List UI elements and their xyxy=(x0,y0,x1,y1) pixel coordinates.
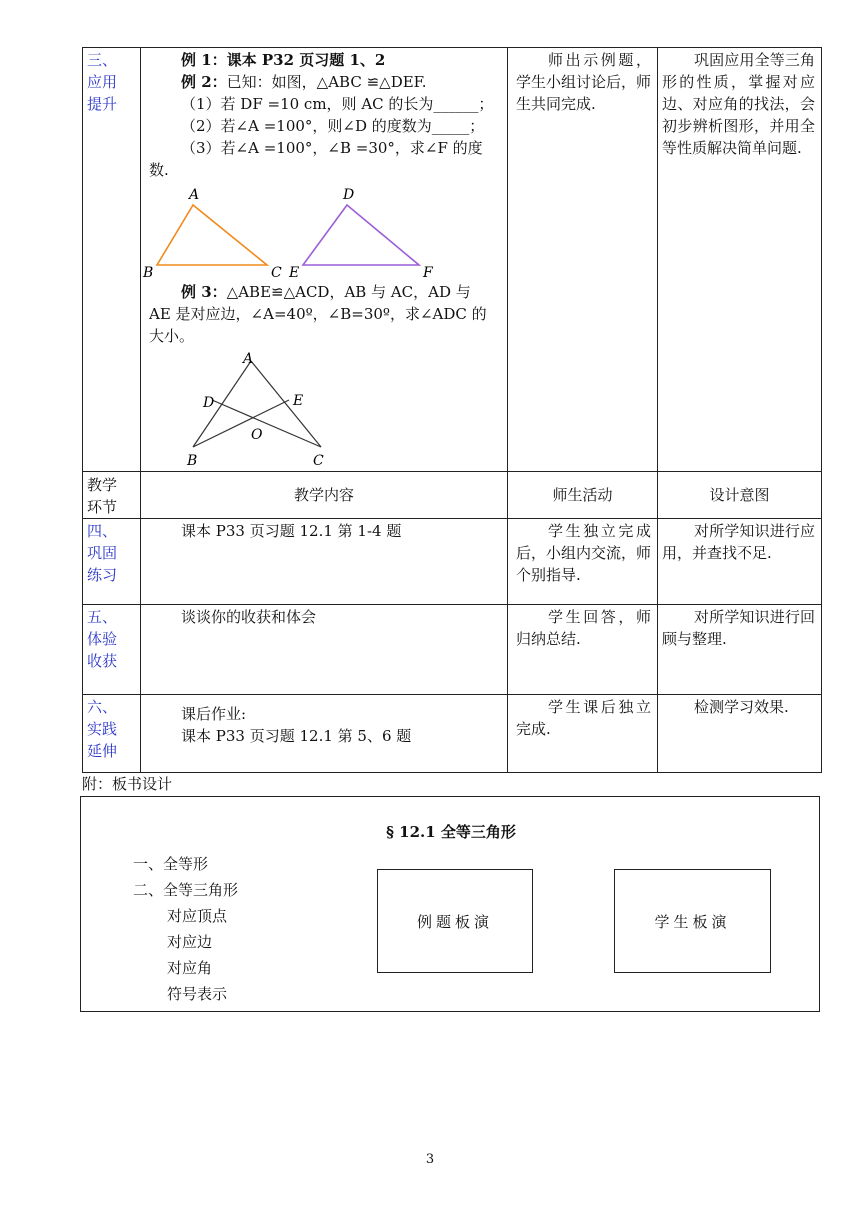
board-outline-4: 对应边 xyxy=(167,933,213,951)
student-board-box: 学生板演 xyxy=(614,869,771,973)
example-1: 例 1：课本 P32 页习题 1、2 xyxy=(181,51,386,69)
table-row-reflect xyxy=(83,605,822,695)
triangle-abc xyxy=(157,205,267,265)
label-b: B xyxy=(143,265,154,281)
triangles-abe-acd-figure xyxy=(179,351,349,471)
board-outline-3: 对应顶点 xyxy=(167,907,228,925)
stage-cell-apply: 三、 应用 提升 xyxy=(83,48,141,472)
triangle-def xyxy=(303,205,419,265)
example-2: 例 2：已知：如图，△ABC ≌△DEF. xyxy=(181,73,427,91)
board-outline-2: 二、全等三角形 xyxy=(133,881,239,899)
label-b2: B xyxy=(187,453,198,469)
activity-cell-practice: 学生独立完成后，小组内交流，师个别指导. xyxy=(508,519,658,605)
example-3-line2: AE 是对应边，∠A=40º，∠B=30º，求∠ADC 的 xyxy=(149,305,487,323)
header-intent: 设计意图 xyxy=(658,472,822,519)
label-a: A xyxy=(189,187,200,203)
label-e: E xyxy=(289,265,300,281)
label-o: O xyxy=(251,427,263,443)
label-e2: E xyxy=(293,393,304,409)
example-board-box: 例题板演 xyxy=(377,869,533,973)
stage-cell-reflect: 五、 体验 收获 xyxy=(83,605,141,695)
intent-cell-reflect: 对所学知识进行回顾与整理. xyxy=(658,605,822,695)
lesson-plan-table xyxy=(82,47,822,773)
question-2: （2）若∠A =100°，则∠D 的度数为_____； xyxy=(181,117,485,135)
question-3: （3）若∠A =100°，∠B =30°，求∠F 的度 xyxy=(181,139,483,157)
label-a2: A xyxy=(243,351,254,367)
table-row-practice xyxy=(83,519,822,605)
intent-cell-apply: 巩固应用全等三角形的性质，掌握对应边、对应角的找法，会初步辨析图形，并用全等性质解决简单问题. xyxy=(658,48,822,472)
label-c: C xyxy=(271,265,282,281)
activity-cell-apply: 师出示例题，学生小组讨论后，师生共同完成. xyxy=(508,48,658,472)
content-cell-apply xyxy=(141,48,508,472)
stage-cell-practice: 四、 巩固 练习 xyxy=(83,519,141,605)
board-outline-6: 符号表示 xyxy=(167,985,228,1003)
blackboard-design xyxy=(80,796,820,1012)
content-cell-practice: 课本 P33 页习题 12.1 第 1-4 题 xyxy=(141,519,508,605)
page-number: 3 xyxy=(425,1152,435,1167)
appendix-label: 附：板书设计 xyxy=(82,775,173,793)
table-row-apply xyxy=(83,48,822,472)
activity-cell-reflect: 学生回答，师归纳总结. xyxy=(508,605,658,695)
board-outline-5: 对应角 xyxy=(167,959,213,977)
question-1: （1）若 DF =10 cm，则 AC 的长为______； xyxy=(181,95,494,113)
content-cell-extend: 课后作业: 课本 P33 页习题 12.1 第 5、6 题 xyxy=(141,695,508,773)
header-activity: 师生活动 xyxy=(508,472,658,519)
activity-cell-extend: 学生课后独立完成. xyxy=(508,695,658,773)
question-3-cont: 数. xyxy=(149,161,169,179)
triangles-figure xyxy=(143,187,499,281)
label-d: D xyxy=(343,187,355,203)
board-title: § 12.1 全等三角形 xyxy=(386,823,516,841)
intent-cell-extend: 检测学习效果. xyxy=(658,695,822,773)
label-f: F xyxy=(423,265,433,281)
example-3: 例 3：△ABE≌△ACD，AB 与 AC，AD 与 xyxy=(181,283,471,301)
board-outline-1: 一、全等形 xyxy=(133,855,209,873)
label-d2: D xyxy=(203,395,215,411)
stage-cell-extend: 六、 实践 延伸 xyxy=(83,695,141,773)
table-row-extend xyxy=(83,695,822,773)
table-header-row xyxy=(83,472,822,519)
example-3-line3: 大小。 xyxy=(149,327,195,345)
intent-cell-practice: 对所学知识进行应用，并查找不足. xyxy=(658,519,822,605)
content-cell-reflect: 谈谈你的收获和体会 xyxy=(141,605,508,695)
header-content: 教学内容 xyxy=(141,472,508,519)
header-stage: 教学 环节 xyxy=(83,472,141,519)
label-c2: C xyxy=(313,453,324,469)
